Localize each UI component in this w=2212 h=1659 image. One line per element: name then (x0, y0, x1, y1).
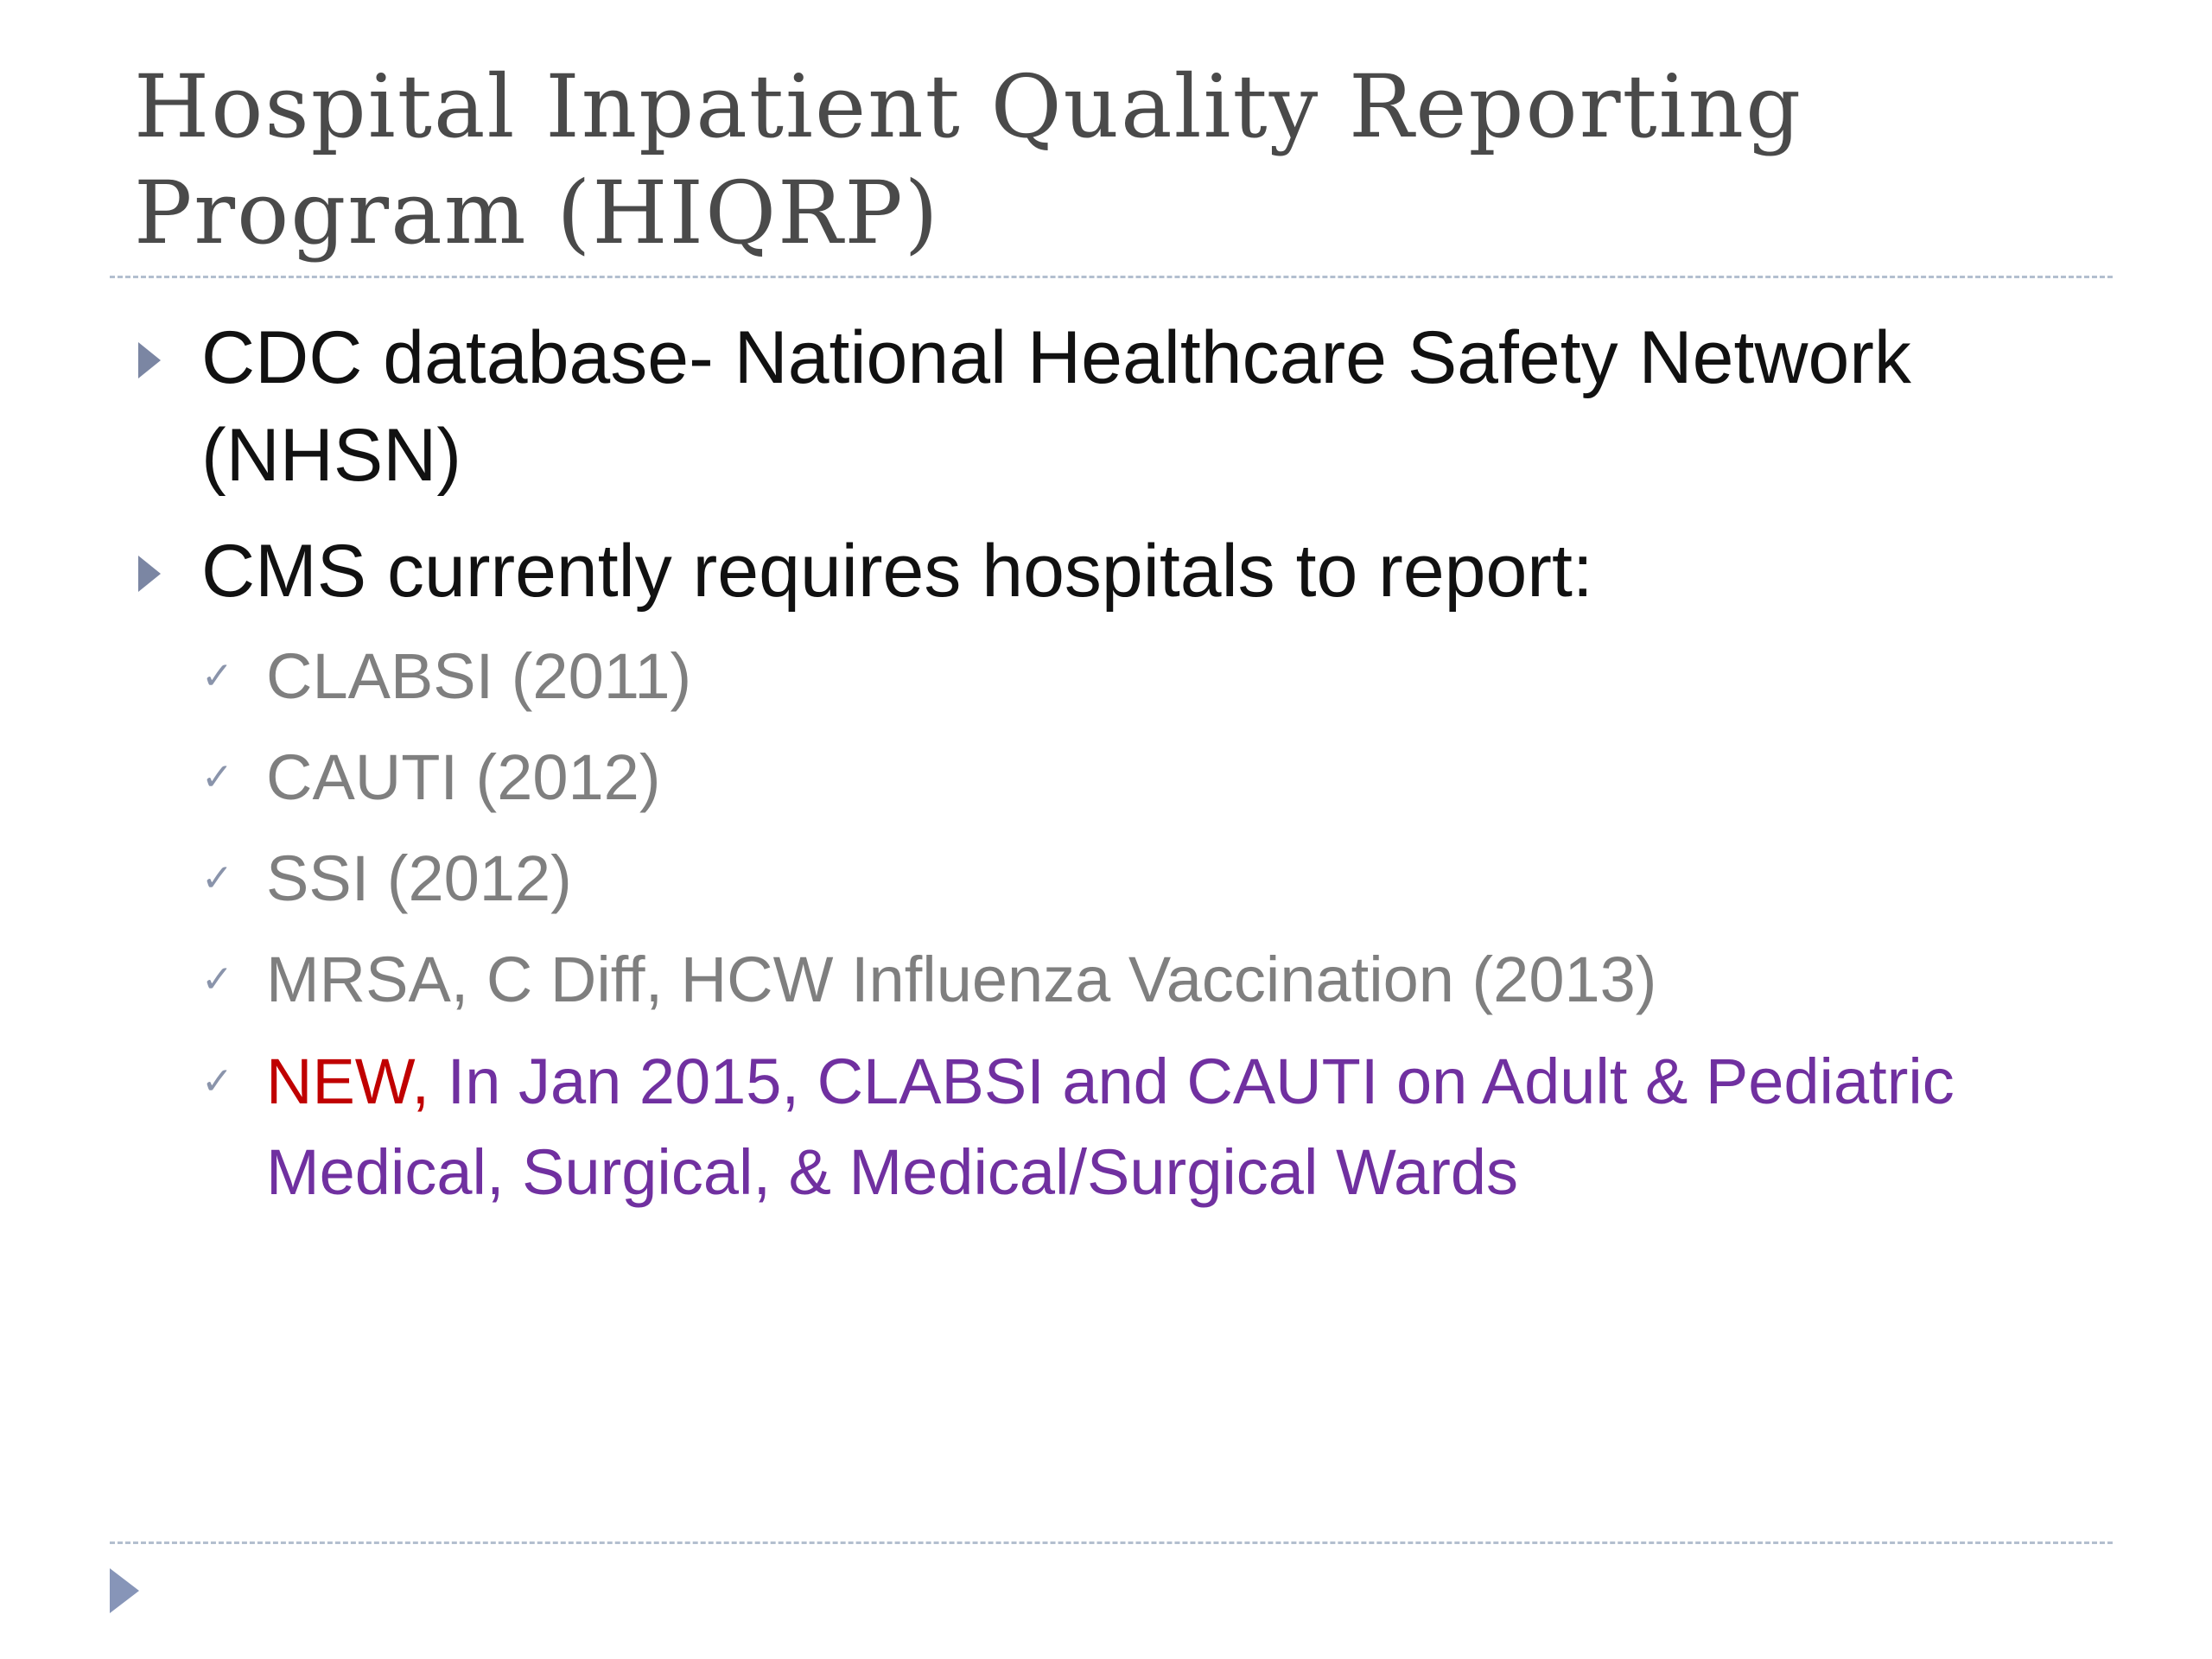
next-slide-arrow-icon[interactable] (110, 1568, 139, 1613)
sub-item-ssi (201, 833, 2102, 924)
sub-item-text: CLABSI (2011) (266, 640, 692, 712)
bullet-text: CMS currently requires hospitals to report: (201, 530, 1593, 613)
title-divider (110, 276, 2113, 278)
triangle-bullet-icon (138, 342, 161, 378)
check-icon: ✓ (201, 654, 233, 698)
bullet-text: CDC database- National Healthcare Safety Network (NHSN) (201, 316, 1911, 497)
bullet-item-nhsn (138, 309, 2108, 505)
check-icon: ✓ (201, 957, 233, 1001)
check-icon: ✓ (201, 1059, 233, 1103)
slide-title-line-2: Program (HIQRP) (134, 162, 940, 264)
sub-item-text-new (266, 1036, 2102, 1217)
sub-item-mrsa (201, 934, 2102, 1025)
sub-item-text: SSI (2012) (266, 842, 572, 914)
check-icon: ✓ (201, 755, 233, 799)
slide-title (134, 54, 2121, 266)
sub-item-text: CAUTI (2012) (266, 741, 661, 813)
bullet-item-cms (138, 523, 2108, 620)
check-icon: ✓ (201, 856, 233, 900)
slide-title-line-1: Hospital Inpatient Quality Reporting (134, 56, 1803, 157)
sub-item-new-2015 (201, 1036, 2102, 1217)
new-description: In Jan 2015, CLABSI and CAUTI on Adult & Pediatric Medical, Surgical, & Medical/Surgical Wards (266, 1046, 1955, 1208)
sub-item-clabsi (201, 631, 2102, 721)
sub-item-cauti (201, 732, 2102, 823)
sub-item-text: MRSA, C Diff, HCW Influenza Vaccination (2013) (266, 944, 1657, 1015)
new-label: NEW, (266, 1046, 430, 1117)
triangle-bullet-icon (138, 556, 161, 592)
footer-divider (110, 1541, 2113, 1544)
